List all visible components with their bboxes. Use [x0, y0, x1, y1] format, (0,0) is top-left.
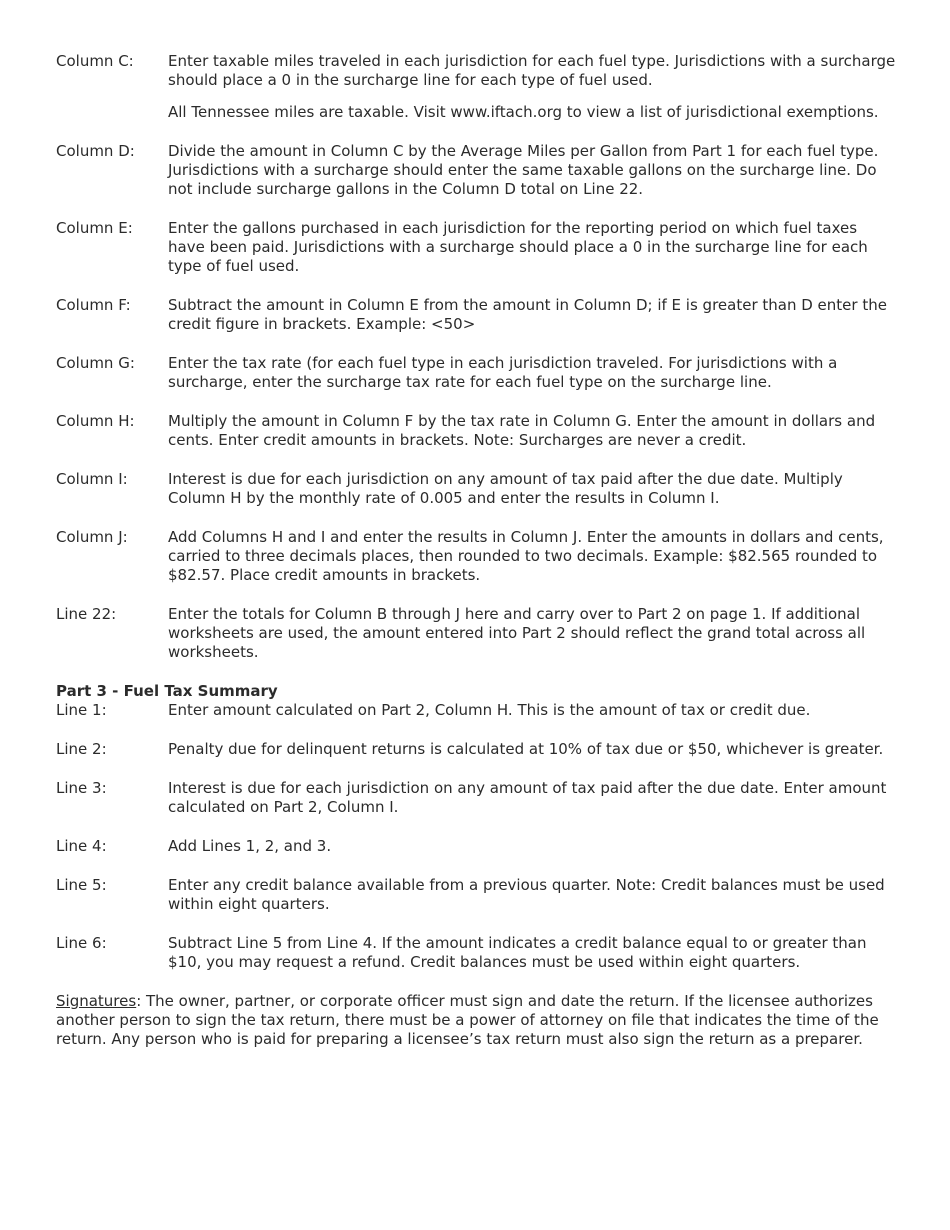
row-text [168, 296, 896, 334]
row-label: Line 6: [56, 934, 107, 952]
row-text: Add Lines 1, 2, and 3. [168, 837, 332, 855]
row-text [168, 605, 896, 662]
row-label: Column I: [56, 470, 128, 488]
row-paragraph: All Tennessee miles are taxable. Visit www.iftach.org to view a list of jurisdictional exemptions. [168, 103, 879, 121]
column-h-row [56, 412, 896, 450]
row-text [168, 470, 896, 508]
signatures-paragraph [56, 992, 896, 1049]
row-label: Column D: [56, 142, 135, 160]
part3-line-3-row [56, 779, 896, 817]
row-text [168, 354, 896, 392]
row-paragraph: Enter the tax rate (for each fuel type in each jurisdiction traveled. For jurisdictions with a surcharge, enter the surcharge tax rate for each fuel type on the surcharge line. [168, 354, 838, 391]
row-paragraph: Multiply the amount in Column F by the tax rate in Column G. Enter the amount in dollars and cents. Enter credit amounts in brackets. Note: Surcharges are never a credit. [168, 412, 876, 449]
column-d-row [56, 142, 896, 199]
row-label: Line 4: [56, 837, 107, 855]
row-text: Enter any credit balance available from a previous quarter. Note: Credit balances must be used within eight quarters. [168, 876, 885, 913]
part3-section [56, 682, 896, 972]
row-label: Column E: [56, 219, 133, 237]
part3-line-6-row [56, 934, 896, 972]
part3-line-1-row [56, 701, 896, 720]
column-e-row [56, 219, 896, 276]
row-text: Subtract Line 5 from Line 4. If the amount indicates a credit balance equal to or greater than $10, you may request a refund. Credit balances must be used within eight quarters. [168, 934, 867, 971]
row-label: Line 22: [56, 605, 117, 623]
line-22-row [56, 605, 896, 662]
row-label: Column F: [56, 296, 131, 314]
row-text: Interest is due for each jurisdiction on any amount of tax paid after the due date. Enter amount calculated on Part 2, Column I. [168, 779, 887, 816]
row-paragraph: Interest is due for each jurisdiction on any amount of tax paid after the due date. Multiply Column H by the monthly rate of 0.005 and enter the results in Column I. [168, 470, 843, 507]
row-label: Line 2: [56, 740, 107, 758]
row-paragraph: Subtract the amount in Column E from the amount in Column D; if E is greater than D enter the credit figure in brackets. Example: <50> [168, 296, 887, 333]
instructions-page [56, 52, 896, 1049]
row-text: Enter amount calculated on Part 2, Column H. This is the amount of tax or credit due. [168, 701, 811, 719]
row-label: Line 1: [56, 701, 107, 719]
row-paragraph: Enter the gallons purchased in each jurisdiction for the reporting period on which fuel taxes have been paid. Jurisdictions with a surcharge should place a 0 in the surcharge line for each type of fuel used. [168, 219, 868, 275]
row-text [168, 52, 896, 122]
column-f-row [56, 296, 896, 334]
part3-line-4-row [56, 837, 896, 856]
column-c-row [56, 52, 896, 122]
column-g-row [56, 354, 896, 392]
row-paragraph: Enter taxable miles traveled in each jurisdiction for each fuel type. Jurisdictions with a surcharge should place a 0 in the surcharge line for each type of fuel used. [168, 52, 896, 89]
row-label: Line 5: [56, 876, 107, 894]
row-label: Column G: [56, 354, 135, 372]
part2-columns-section [56, 52, 896, 662]
row-text [168, 412, 896, 450]
column-j-row [56, 528, 896, 585]
signatures-text: : The owner, partner, or corporate officer must sign and date the return. If the licensee authorizes another person to sign the tax return, there must be a power of attorney on file that indicates the time of the return. Any person who is paid for preparing a licensee’s tax return must also sign the return as a preparer. [56, 992, 879, 1048]
row-text [168, 219, 896, 276]
row-label: Column J: [56, 528, 128, 546]
row-text: Penalty due for delinquent returns is calculated at 10% of tax due or $50, whichever is greater. [168, 740, 884, 758]
part3-line-2-row [56, 740, 896, 759]
row-paragraph: Divide the amount in Column C by the Average Miles per Gallon from Part 1 for each fuel type. Jurisdictions with a surcharge should enter the same taxable gallons on the surcharge line. Do not include surcharge gallons in the Column D total on Line 22. [168, 142, 879, 198]
row-paragraph: Add Columns H and I and enter the results in Column J. Enter the amounts in dollars and cents, carried to three decimals places, then rounded to two decimals. Example: $82.565 rounded to $82.57. Place credit amounts in brackets. [168, 528, 884, 584]
row-text [168, 142, 896, 199]
signatures-heading: Signatures [56, 992, 137, 1010]
row-paragraph: Enter the totals for Column B through J here and carry over to Part 2 on page 1. If additional worksheets are used, the amount entered into Part 2 should reflect the grand total across all worksheets. [168, 605, 866, 661]
row-label: Line 3: [56, 779, 107, 797]
column-i-row [56, 470, 896, 508]
part3-line-5-row [56, 876, 896, 914]
row-label: Column C: [56, 52, 134, 70]
row-label: Column H: [56, 412, 135, 430]
row-text [168, 528, 896, 585]
part3-title: Part 3 - Fuel Tax Summary [56, 682, 278, 700]
